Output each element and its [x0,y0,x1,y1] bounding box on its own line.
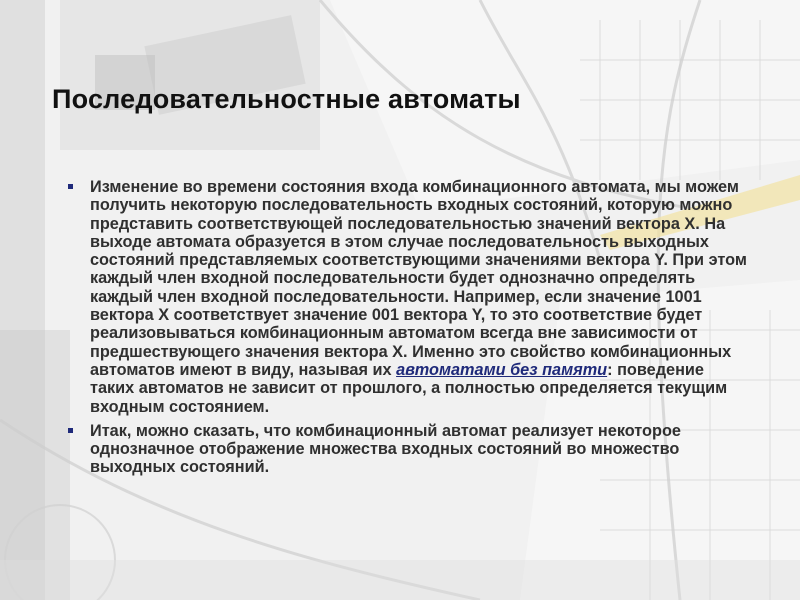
emphasized-term: автоматами без памяти [396,360,608,379]
bullet-list [62,178,752,483]
bullet-text: Изменение во времени состояния входа комбинационного автомата, мы можем получить некоторую последовательность входных состояний, которую можно представить соответствующей последовательностью значений вектора X. На выходе автомата образуется в этом случае последовательность выходных состояний представляемых соответствующими значениями вектора Y. При этом каждый член входной последовательности будет однозначно определять каждый член входной последовательности. Например, если значение 1001 вектора X соответствует значение 001 вектора Y, то это соответствие будет реализовываться комбинационным автоматом всегда вне зависимости от предшествующего значения вектора X. Именно это свойство комбинационных автоматов имеют в виду, называя их [90,178,747,379]
slide-title: Последовательностные автоматы [52,84,521,114]
bullet-text: Итак, можно сказать, что комбинационный автомат реализует некоторое однозначное отображение множества входных состояний во множество выходных состояний. [90,421,681,477]
bullet-text-continuation: : поведение таких автоматов не зависит от прошлого, а полностью определяется текущим входным состоянием. [90,360,728,416]
bullet-item [62,422,752,477]
square-bullet-icon [68,428,73,433]
square-bullet-icon [68,184,73,189]
bullet-item [62,178,752,416]
